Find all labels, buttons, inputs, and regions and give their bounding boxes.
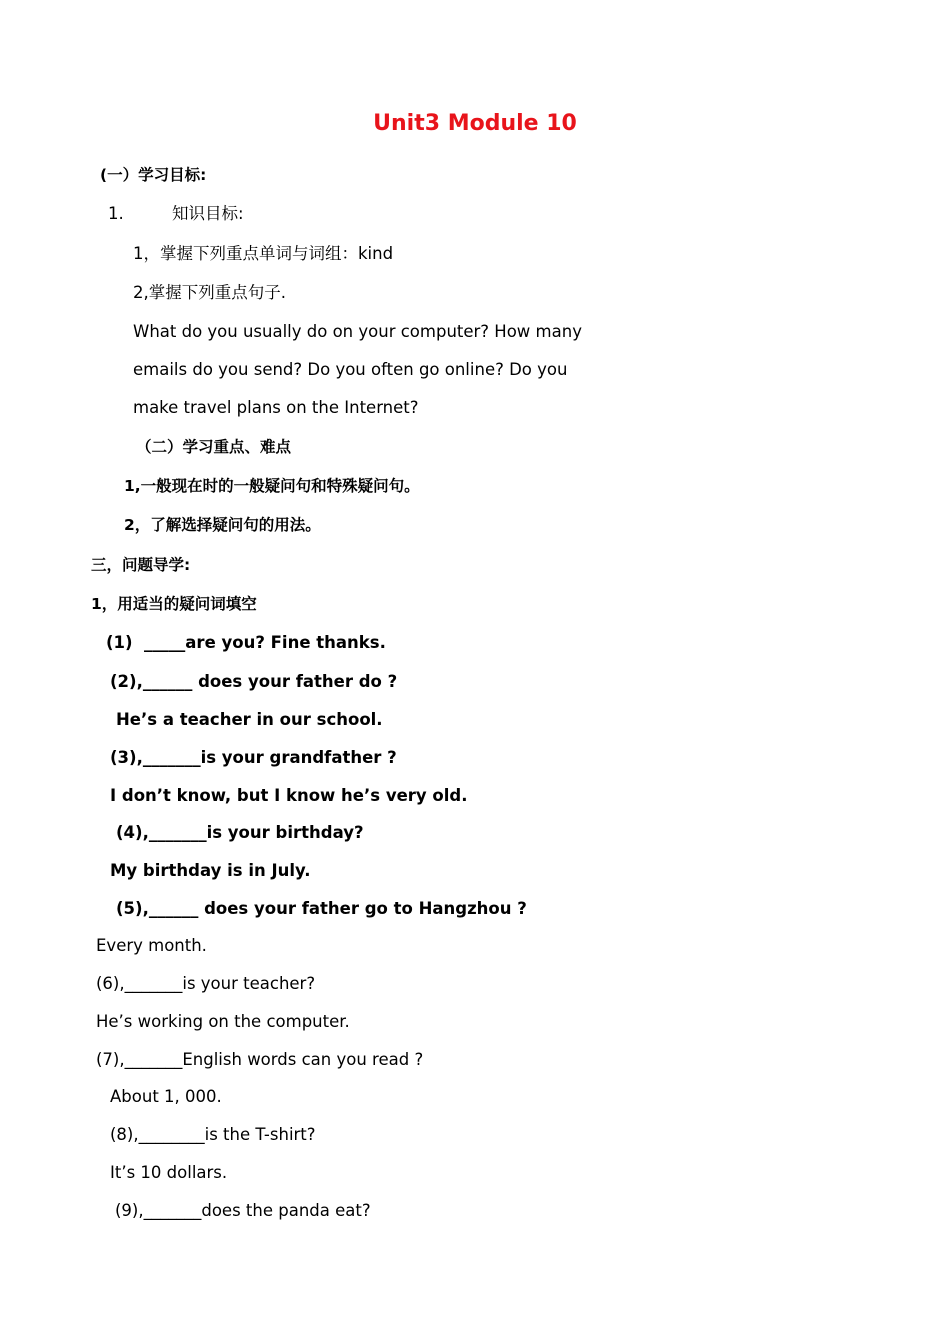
goal-words: 1，掌握下列重点单词与词组：kind bbox=[133, 244, 394, 263]
exercise-line: (6),_______is your teacher? bbox=[96, 974, 316, 993]
section2-heading: （二）学习重点、难点 bbox=[136, 438, 292, 456]
exercise-line: About 1, 000. bbox=[110, 1087, 222, 1106]
goal-sentence-line: What do you usually do on your computer? How many bbox=[133, 322, 582, 341]
exercise-line: He’s a teacher in our school. bbox=[116, 710, 383, 729]
goal-sentences-label: 2,掌握下列重点句子. bbox=[133, 283, 286, 302]
exercise-heading: 1，用适当的疑问词填空 bbox=[91, 595, 257, 613]
exercise-line: Every month. bbox=[96, 936, 207, 955]
exercise-line: He’s working on the computer. bbox=[96, 1012, 350, 1031]
knowledge-label: 知识目标: bbox=[172, 204, 244, 223]
section1-heading: (一）学习目标: bbox=[100, 166, 207, 184]
exercise-line: I don’t know, but I know he’s very old. bbox=[110, 786, 468, 805]
exercise-line: (3),_______is your grandfather ? bbox=[110, 748, 397, 767]
exercise-line: My birthday is in July. bbox=[110, 861, 311, 880]
knowledge-number: 1. bbox=[108, 204, 124, 223]
exercise-line: (1) _____are you? Fine thanks. bbox=[106, 633, 386, 652]
exercise-line: (8),________is the T-shirt? bbox=[110, 1125, 316, 1144]
exercise-line: (9),_______does the panda eat? bbox=[115, 1201, 371, 1220]
exercise-line: (5),______ does your father go to Hangzhou ? bbox=[116, 899, 527, 918]
page-title: Unit3 Module 10 bbox=[373, 111, 577, 136]
section3-heading: 三，问题导学: bbox=[91, 556, 191, 574]
exercise-line: (4),_______is your birthday? bbox=[116, 823, 364, 842]
goal-sentence-line: emails do you send? Do you often go online? Do you bbox=[133, 360, 568, 379]
key-point: 1,一般现在时的一般疑问句和特殊疑问句。 bbox=[124, 477, 420, 495]
exercise-line: (7),_______English words can you read ? bbox=[96, 1050, 424, 1069]
key-point: 2，了解选择疑问句的用法。 bbox=[124, 516, 321, 534]
goal-sentence-line: make travel plans on the Internet? bbox=[133, 398, 419, 417]
exercise-line: (2),______ does your father do ? bbox=[110, 672, 398, 691]
exercise-line: It’s 10 dollars. bbox=[110, 1163, 228, 1182]
